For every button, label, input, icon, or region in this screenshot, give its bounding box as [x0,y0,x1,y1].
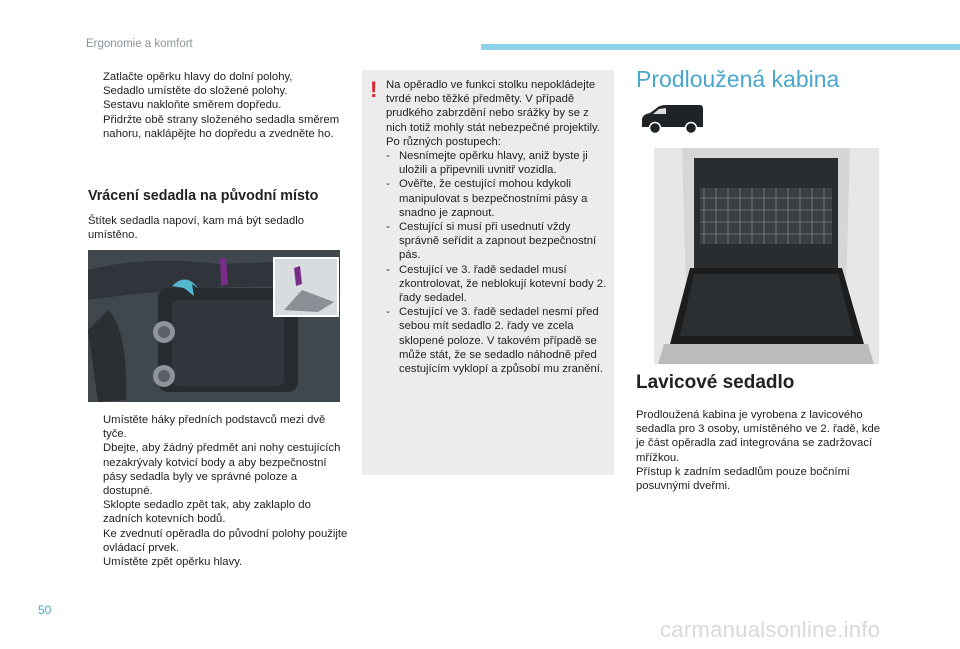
section-header-bar [481,44,960,50]
list-item: Dbejte, aby žádný předmět ani nohy cestujících nezakrývaly kotvicí body a aby bezpečnostní pásy sedadla byly ve správné poloze a dostupné. [103,442,341,498]
list-item: Sklopte sedadlo zpět tak, aby zaklaplo do zadních kotevních bodů. [103,499,311,526]
warning-box [362,70,614,475]
van-icon [638,103,704,137]
return-seat-intro: Štítek sedadla napoví, kam má být sedadlo umístěno. [88,215,305,242]
paragraph: Přístup k zadním sedadlům pouze bočními posuvnými dveřmi. [636,465,850,493]
watermark-text: carmanualsonline.info [660,617,881,642]
list-item: Ke zvednutí opěradla do původní polohy použijte ovládací prvek. [103,527,348,554]
list-item: - Cestující ve 3. řadě sedadel nesmí před sebou mít sedadlo 2. řady ve zcela sklopené poloze. V takovém případě se může stát, že se sedadlo náhodně před cestujícím vyklopí a způsobí mu zranění. [386,306,604,376]
section-subtitle: Lavicové sedadlo [636,372,795,393]
list-item: - Nesnímejte opěrku hlavy, aniž byste ji uložili a připevnili uvnitř vozidla. [386,150,588,177]
list-item: Přidržte obě strany složeného sedadla směrem nahoru, naklápějte ho dopředu a zvedněte ho. [103,113,340,140]
list-item: Umístěte háky předních podstavců mezi dvě tyče. [103,414,326,441]
section-title: Prodloužená kabina [636,66,840,92]
steps-list-bottom [88,413,348,569]
warning-intro: Na opěradlo ve funkci stolku nepokládejte tvrdé nebo těžké předměty. V případě prudkého zabrzdění nebo srážky by se z nich totiž mohly stát nebezpečné projektily. [386,79,600,134]
warning-text [386,78,610,376]
warning-list [386,149,610,376]
list-item: Sedadlo umístěte do složené polohy. [103,85,288,98]
paragraph: Prodloužená kabina je vyrobena z lavicového sedadla pro 3 osoby, umístěného ve 2. řadě, kde je část opěradla zad integrována se zadržovací mřížkou. [636,409,881,464]
seat-anchor-photo [88,250,340,402]
warning-lead: Po různých postupech: [386,135,501,148]
warning-exclamation-icon: ! [370,77,378,102]
section-header: Ergonomie a komfort [86,38,193,50]
section-heading-return-seat: Vrácení sedadla na původní místo [88,188,319,204]
bench-seat-description [636,408,886,493]
list-item: - Cestující si musí při usednutí vždy správně seřídit a zapnout bezpečnostní pás. [386,221,597,262]
cargo-area-photo [654,148,879,364]
list-item: Umístěte zpět opěrku hlavy. [103,556,243,569]
list-item: - Cestující ve 3. řadě sedadel musí zkontrolovat, že neblokují kotevní body 2. řady sedadel. [386,263,607,305]
page-number: 50 [38,603,52,617]
list-item: - Ověřte, že cestující mohou kdykoli manipulovat s bezpečnostními pásy a snadno je zapnout. [386,178,588,219]
list-item: Zatlačte opěrku hlavy do dolní polohy, [103,71,293,83]
list-item: Sestavu nakloňte směrem dopředu. [103,99,282,112]
steps-list-top [88,70,348,141]
